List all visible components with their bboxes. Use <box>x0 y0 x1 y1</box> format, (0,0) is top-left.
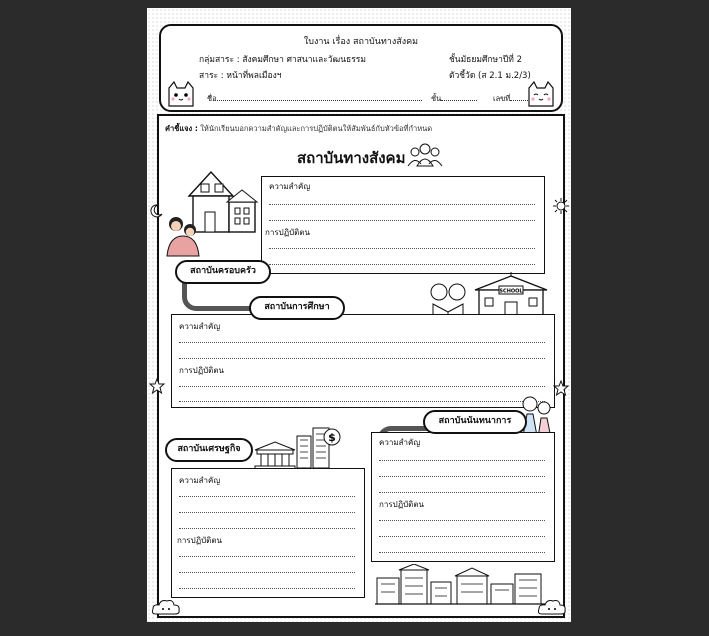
instruction <box>165 123 432 135</box>
education-section-label: สถาบันการศึกษา <box>249 296 345 320</box>
answer-line[interactable] <box>179 556 355 557</box>
sun-icon <box>553 198 569 214</box>
class-field[interactable] <box>431 93 477 105</box>
answer-line[interactable] <box>179 588 355 589</box>
indicator: ตัวชี้วัด (ส 2.1 ม.2/3) <box>449 71 531 81</box>
instruction-label: คำชี้แจง : <box>165 124 198 133</box>
header-box <box>159 24 563 112</box>
road-connector <box>182 280 257 311</box>
answer-line[interactable] <box>179 528 355 529</box>
answer-line[interactable] <box>179 358 545 359</box>
currency-symbol: $ <box>328 431 336 444</box>
worksheet-title: ใบงาน เรื่อง สถาบันทางสังคม <box>303 37 419 47</box>
answer-line[interactable] <box>379 552 545 553</box>
answer-line[interactable] <box>179 572 355 573</box>
answer-line[interactable] <box>179 512 355 513</box>
answer-line[interactable] <box>269 264 535 265</box>
answer-line[interactable] <box>379 476 545 477</box>
cloud-icon <box>537 598 567 616</box>
cat-icon <box>165 80 197 108</box>
school-sign: SCHOOL <box>499 288 523 295</box>
recreation-practice-label: การปฏิบัติตน <box>379 500 425 509</box>
economy-answer-box <box>171 468 365 598</box>
number-label: เลขที่ <box>493 94 511 103</box>
cloud-icon <box>151 598 181 616</box>
grade-level: ชั้นมัธยมศึกษาปีที่ 2 <box>449 55 522 65</box>
education-practice-label: การปฏิบัติตน <box>179 366 225 375</box>
subject: สาระ : หน้าที่พลเมืองฯ <box>199 71 282 81</box>
main-title: สถาบันทางสังคม <box>297 149 406 167</box>
economy-section-label: สถาบันเศรษฐกิจ <box>165 438 253 462</box>
name-field[interactable] <box>207 93 422 105</box>
answer-line[interactable] <box>379 492 545 493</box>
cat-icon <box>525 80 557 108</box>
education-importance-label: ความสำคัญ <box>179 322 221 331</box>
instruction-text: ให้นักเรียนบอกความสำคัญและการปฏิบัติตนให้สัมพันธ์กับหัวข้อที่กำหนด <box>200 124 433 133</box>
answer-line[interactable] <box>379 520 545 521</box>
education-answer-box <box>171 314 555 408</box>
answer-line[interactable] <box>269 220 535 221</box>
recreation-importance-label: ความสำคัญ <box>379 438 421 447</box>
family-icon <box>163 214 203 258</box>
worksheet-page <box>147 8 571 622</box>
economy-importance-label: ความสำคัญ <box>179 476 221 485</box>
bank-icon <box>253 440 297 470</box>
answer-line[interactable] <box>269 248 535 249</box>
star-icon <box>149 378 165 394</box>
economy-practice-label: การปฏิบัติตน <box>177 536 223 545</box>
recreation-section-label: สถาบันนันทนาการ <box>423 410 527 434</box>
answer-line[interactable] <box>179 342 545 343</box>
star-icon <box>553 380 569 396</box>
family-section-label: สถาบันครอบครัว <box>175 260 271 284</box>
class-label: ชั้น <box>431 94 442 103</box>
subject-group: กลุ่มสาระ : สังคมศึกษา ศาสนาและวัฒนธรรม <box>199 55 366 65</box>
answer-line[interactable] <box>179 401 545 402</box>
family-importance-label: ความสำคัญ <box>269 182 311 191</box>
answer-line[interactable] <box>179 496 355 497</box>
answer-line[interactable] <box>379 460 545 461</box>
recreation-answer-box <box>371 432 555 562</box>
city-icon <box>375 564 545 606</box>
people-group-icon <box>407 142 443 168</box>
answer-line[interactable] <box>269 204 535 205</box>
answer-line[interactable] <box>379 536 545 537</box>
family-practice-label: การปฏิบัติตน <box>265 228 311 237</box>
moon-icon <box>149 204 163 218</box>
name-label: ชื่อ <box>207 94 217 103</box>
answer-line[interactable] <box>179 386 545 387</box>
coin-icon <box>323 428 341 446</box>
